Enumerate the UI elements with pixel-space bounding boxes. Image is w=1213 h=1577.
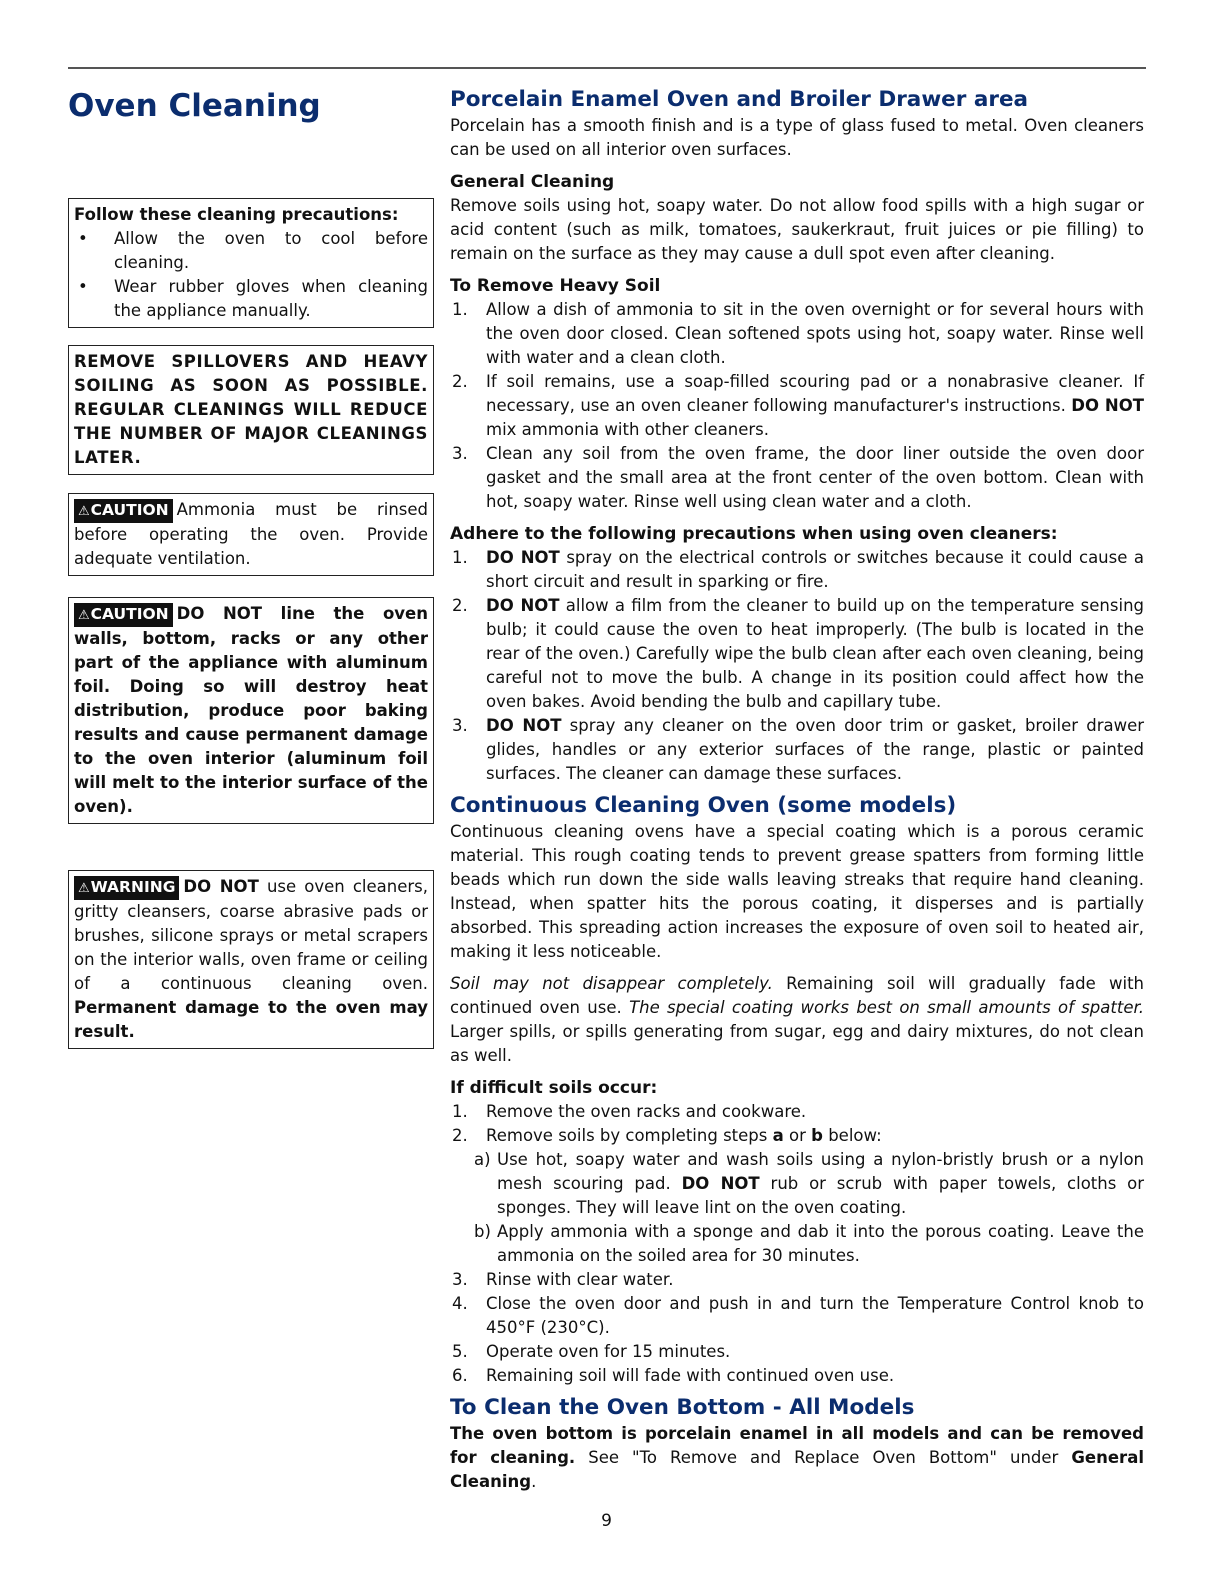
caution-badge	[74, 603, 173, 627]
list-item	[450, 298, 1144, 370]
list-number: 3.	[452, 444, 468, 463]
body-text: .	[531, 1472, 537, 1491]
difficult-list-continued	[450, 1268, 1144, 1388]
warning-text: use oven cleaners, gritty cleansers, coarse abrasive pads or brushes, silicone sprays or metal scrapers on the interior walls, oven frame or ceiling of a continuous cleaning oven.	[74, 877, 428, 993]
do-not-bold: DO NOT	[681, 1174, 760, 1193]
spillovers-notice: REMOVE SPILLOVERS AND HEAVY SOILING AS SOON AS POSSIBLE. REGULAR CLEANINGS WILL REDUCE THE NUMBER OF MAJOR CLEANINGS LATER.	[74, 352, 428, 467]
list-item-text: Remove soils by completing steps	[486, 1126, 768, 1145]
warning-badge	[74, 876, 179, 900]
warning-text-block	[74, 875, 428, 1044]
oven-bottom-text	[450, 1422, 1144, 1494]
italic-text: The special coating works best on small amounts of spatter.	[629, 998, 1144, 1017]
list-item	[450, 1364, 1144, 1388]
caution-text: DO NOT line the oven walls, bottom, racks or any other part of the appliance with aluminum foil. Doing so will destroy heat distribution, produce poor baking results and cause permanent damage to the oven interior (aluminum foil will melt to the interior surface of the oven).	[74, 604, 428, 816]
list-number: 4.	[452, 1294, 468, 1313]
list-item-text: Operate oven for 15 minutes.	[486, 1342, 731, 1361]
list-number: 2.	[452, 372, 468, 391]
difficult-heading: If difficult soils occur:	[450, 1078, 658, 1098]
oven-bottom-heading: To Clean the Oven Bottom - All Models	[450, 1395, 915, 1420]
list-letter: b)	[474, 1222, 491, 1241]
body-text: Remaining soil will gradually fade with continued oven use.	[450, 974, 1144, 1017]
list-item-text: or	[789, 1126, 806, 1145]
list-item-text: mix ammonia with other cleaners.	[486, 420, 770, 439]
list-item	[450, 1268, 1144, 1292]
list-item	[450, 1148, 1144, 1220]
list-number: 1.	[452, 1102, 468, 1121]
list-item	[450, 1340, 1144, 1364]
warning-triangle-icon: ⚠	[78, 881, 90, 896]
porcelain-heading: Porcelain Enamel Oven and Broiler Drawer area	[450, 87, 1029, 112]
list-number: 2.	[452, 1126, 468, 1145]
step-letter: a	[772, 1126, 784, 1145]
heavy-soil-heading: To Remove Heavy Soil	[450, 276, 661, 296]
list-item-text: Use hot, soapy water and wash soils using a nylon-bristly brush or a nylon mesh scouring pad.	[497, 1150, 1144, 1193]
body-text: Larger spills, or spills generating from sugar, egg and dairy mixtures, do not clean as well.	[450, 1022, 1144, 1065]
list-item	[450, 546, 1144, 594]
list-number: 1.	[452, 548, 468, 567]
caution-label: CAUTION	[90, 501, 169, 519]
list-item-text: Apply ammonia with a sponge and dab it into the porous coating. Leave the ammonia on the soiled area for 30 minutes.	[497, 1222, 1144, 1265]
bold-text: The oven bottom is porcelain enamel in all models and can be removed for cleaning.	[450, 1424, 1144, 1467]
list-item-text: allow a film from the cleaner to build up on the temperature sensing bulb; it could cause the oven to heat improperly. (The bulb is located in the rear of the oven.) Carefully wipe the bulb clean after each oven cleaning, being careful not to move the bulb. A change in its position could affect how the oven bakes. Avoid bending the bulb and capillary tube.	[486, 596, 1144, 711]
list-item	[74, 275, 428, 323]
list-number: 2.	[452, 596, 468, 615]
bullet: •	[78, 277, 88, 296]
step-letter: b	[811, 1126, 823, 1145]
list-item-text: Wear rubber gloves when cleaning the appliance manually.	[114, 277, 428, 320]
list-item	[74, 227, 428, 275]
list-number: 6.	[452, 1366, 468, 1385]
list-item-text: rub or scrub with paper towels, cloths or sponges. They will leave lint on the oven coating.	[497, 1174, 1145, 1217]
list-item-text: below:	[828, 1126, 882, 1145]
caution-ammonia	[74, 498, 428, 571]
page-number: 9	[601, 1511, 612, 1531]
caution-ammonia-box	[68, 493, 434, 576]
warning-label: WARNING	[90, 878, 176, 896]
difficult-list	[450, 1100, 1144, 1148]
list-item	[450, 594, 1144, 714]
list-item	[450, 1124, 1144, 1148]
list-item	[450, 1220, 1144, 1268]
list-number: 3.	[452, 1270, 468, 1289]
main-content	[450, 86, 1144, 1494]
general-cleaning-text: Remove soils using hot, soapy water. Do not allow food spills with a high sugar or acid content (such as milk, tomatoes, saukerkraut, fruit juices or pie filling) to remain on the surface as they may cause a dull spot even after cleaning.	[450, 196, 1144, 263]
list-item-text: Rinse with clear water.	[486, 1270, 674, 1289]
bold-text: General Cleaning	[450, 1448, 1144, 1491]
italic-text: Soil may not disappear completely.	[450, 974, 773, 993]
porcelain-intro: Porcelain has a smooth finish and is a type of glass fused to metal. Oven cleaners can be used on all interior oven surfaces.	[450, 116, 1144, 159]
continuous-para1: Continuous cleaning ovens have a special coating which is a porous ceramic material. This rough coating tends to prevent grease spatters from forming little beads which run down the side walls leaving streaks that require hand cleaning. Instead, when spatter hits the porous coating, it disperses and is partially absorbed. This spreading action increases the exposure of oven soil to heated air, making it less noticeable.	[450, 822, 1144, 961]
list-number: 5.	[452, 1342, 468, 1361]
list-item	[450, 1100, 1144, 1124]
list-number: 1.	[452, 300, 468, 319]
caution-text: Ammonia must be rinsed before operating the oven. Provide adequate ventilation.	[74, 500, 428, 568]
list-item	[450, 370, 1144, 442]
do-not-bold: DO NOT	[486, 548, 560, 567]
adhere-heading: Adhere to the following precautions when using oven cleaners:	[450, 524, 1058, 544]
list-item	[450, 442, 1144, 514]
list-item-text: If soil remains, use a soap-filled scouring pad or a nonabrasive cleaner. If necessary, use an oven cleaner following manufacturer's instructions.	[486, 372, 1144, 415]
list-item-text: Allow a dish of ammonia to sit in the oven overnight or for several hours with the oven door closed. Clean softened spots using hot, soapy water. Rinse well with water and a clean cloth.	[486, 300, 1144, 367]
list-item-text: spray any cleaner on the oven door trim or gasket, broiler drawer glides, handles or any exterior surfaces of the range, plastic or painted surfaces. The cleaner can damage these surfaces.	[486, 716, 1145, 783]
warning-triangle-icon: ⚠	[78, 504, 90, 519]
caution-foil-box	[68, 597, 434, 824]
sub-steps-list	[450, 1148, 1144, 1268]
warning-box	[68, 870, 434, 1049]
list-number: 3.	[452, 716, 468, 735]
do-not-bold: DO NOT	[486, 716, 562, 735]
caution-foil	[74, 602, 428, 819]
do-not-bold: DO NOT	[486, 596, 560, 615]
list-item-text: Remaining soil will fade with continued oven use.	[486, 1366, 895, 1385]
continuous-para2	[450, 972, 1144, 1068]
list-letter: a)	[474, 1150, 491, 1169]
do-not-bold: DO NOT	[1071, 396, 1144, 415]
list-item-text: Close the oven door and push in and turn the Temperature Control knob to 450°F (230°C).	[486, 1294, 1144, 1337]
warning-triangle-icon: ⚠	[78, 608, 90, 623]
list-item-text: spray on the electrical controls or switches because it could cause a short circuit and result in sparking or fire.	[486, 548, 1144, 591]
body-text: See "To Remove and Replace Oven Bottom" under	[588, 1448, 1059, 1467]
list-item-text: Clean any soil from the oven frame, the door liner outside the oven door gasket and the small area at the front center of the oven bottom. Clean with hot, soapy water. Rinse well using clean water and a cloth.	[486, 444, 1144, 511]
top-rule	[68, 67, 1146, 69]
general-cleaning-heading: General Cleaning	[450, 172, 615, 192]
precautions-list	[74, 227, 428, 323]
spillovers-box	[68, 345, 434, 475]
precautions-title: Follow these cleaning precautions:	[74, 205, 399, 224]
precautions-box	[68, 198, 434, 328]
caution-label: CAUTION	[90, 605, 169, 623]
adhere-list	[450, 546, 1144, 786]
heavy-soil-list	[450, 298, 1144, 514]
continuous-heading: Continuous Cleaning Oven (some models)	[450, 793, 957, 818]
list-item-text: Remove the oven racks and cookware.	[486, 1102, 807, 1121]
page-title: Oven Cleaning	[68, 88, 321, 124]
bullet: •	[78, 229, 88, 248]
caution-badge	[74, 499, 173, 523]
warning-bold: Permanent damage to the oven may result.	[74, 998, 428, 1041]
list-item-text: Allow the oven to cool before cleaning.	[114, 229, 428, 272]
warning-lead: DO NOT	[183, 877, 259, 896]
list-item	[450, 1292, 1144, 1340]
list-item	[450, 714, 1144, 786]
